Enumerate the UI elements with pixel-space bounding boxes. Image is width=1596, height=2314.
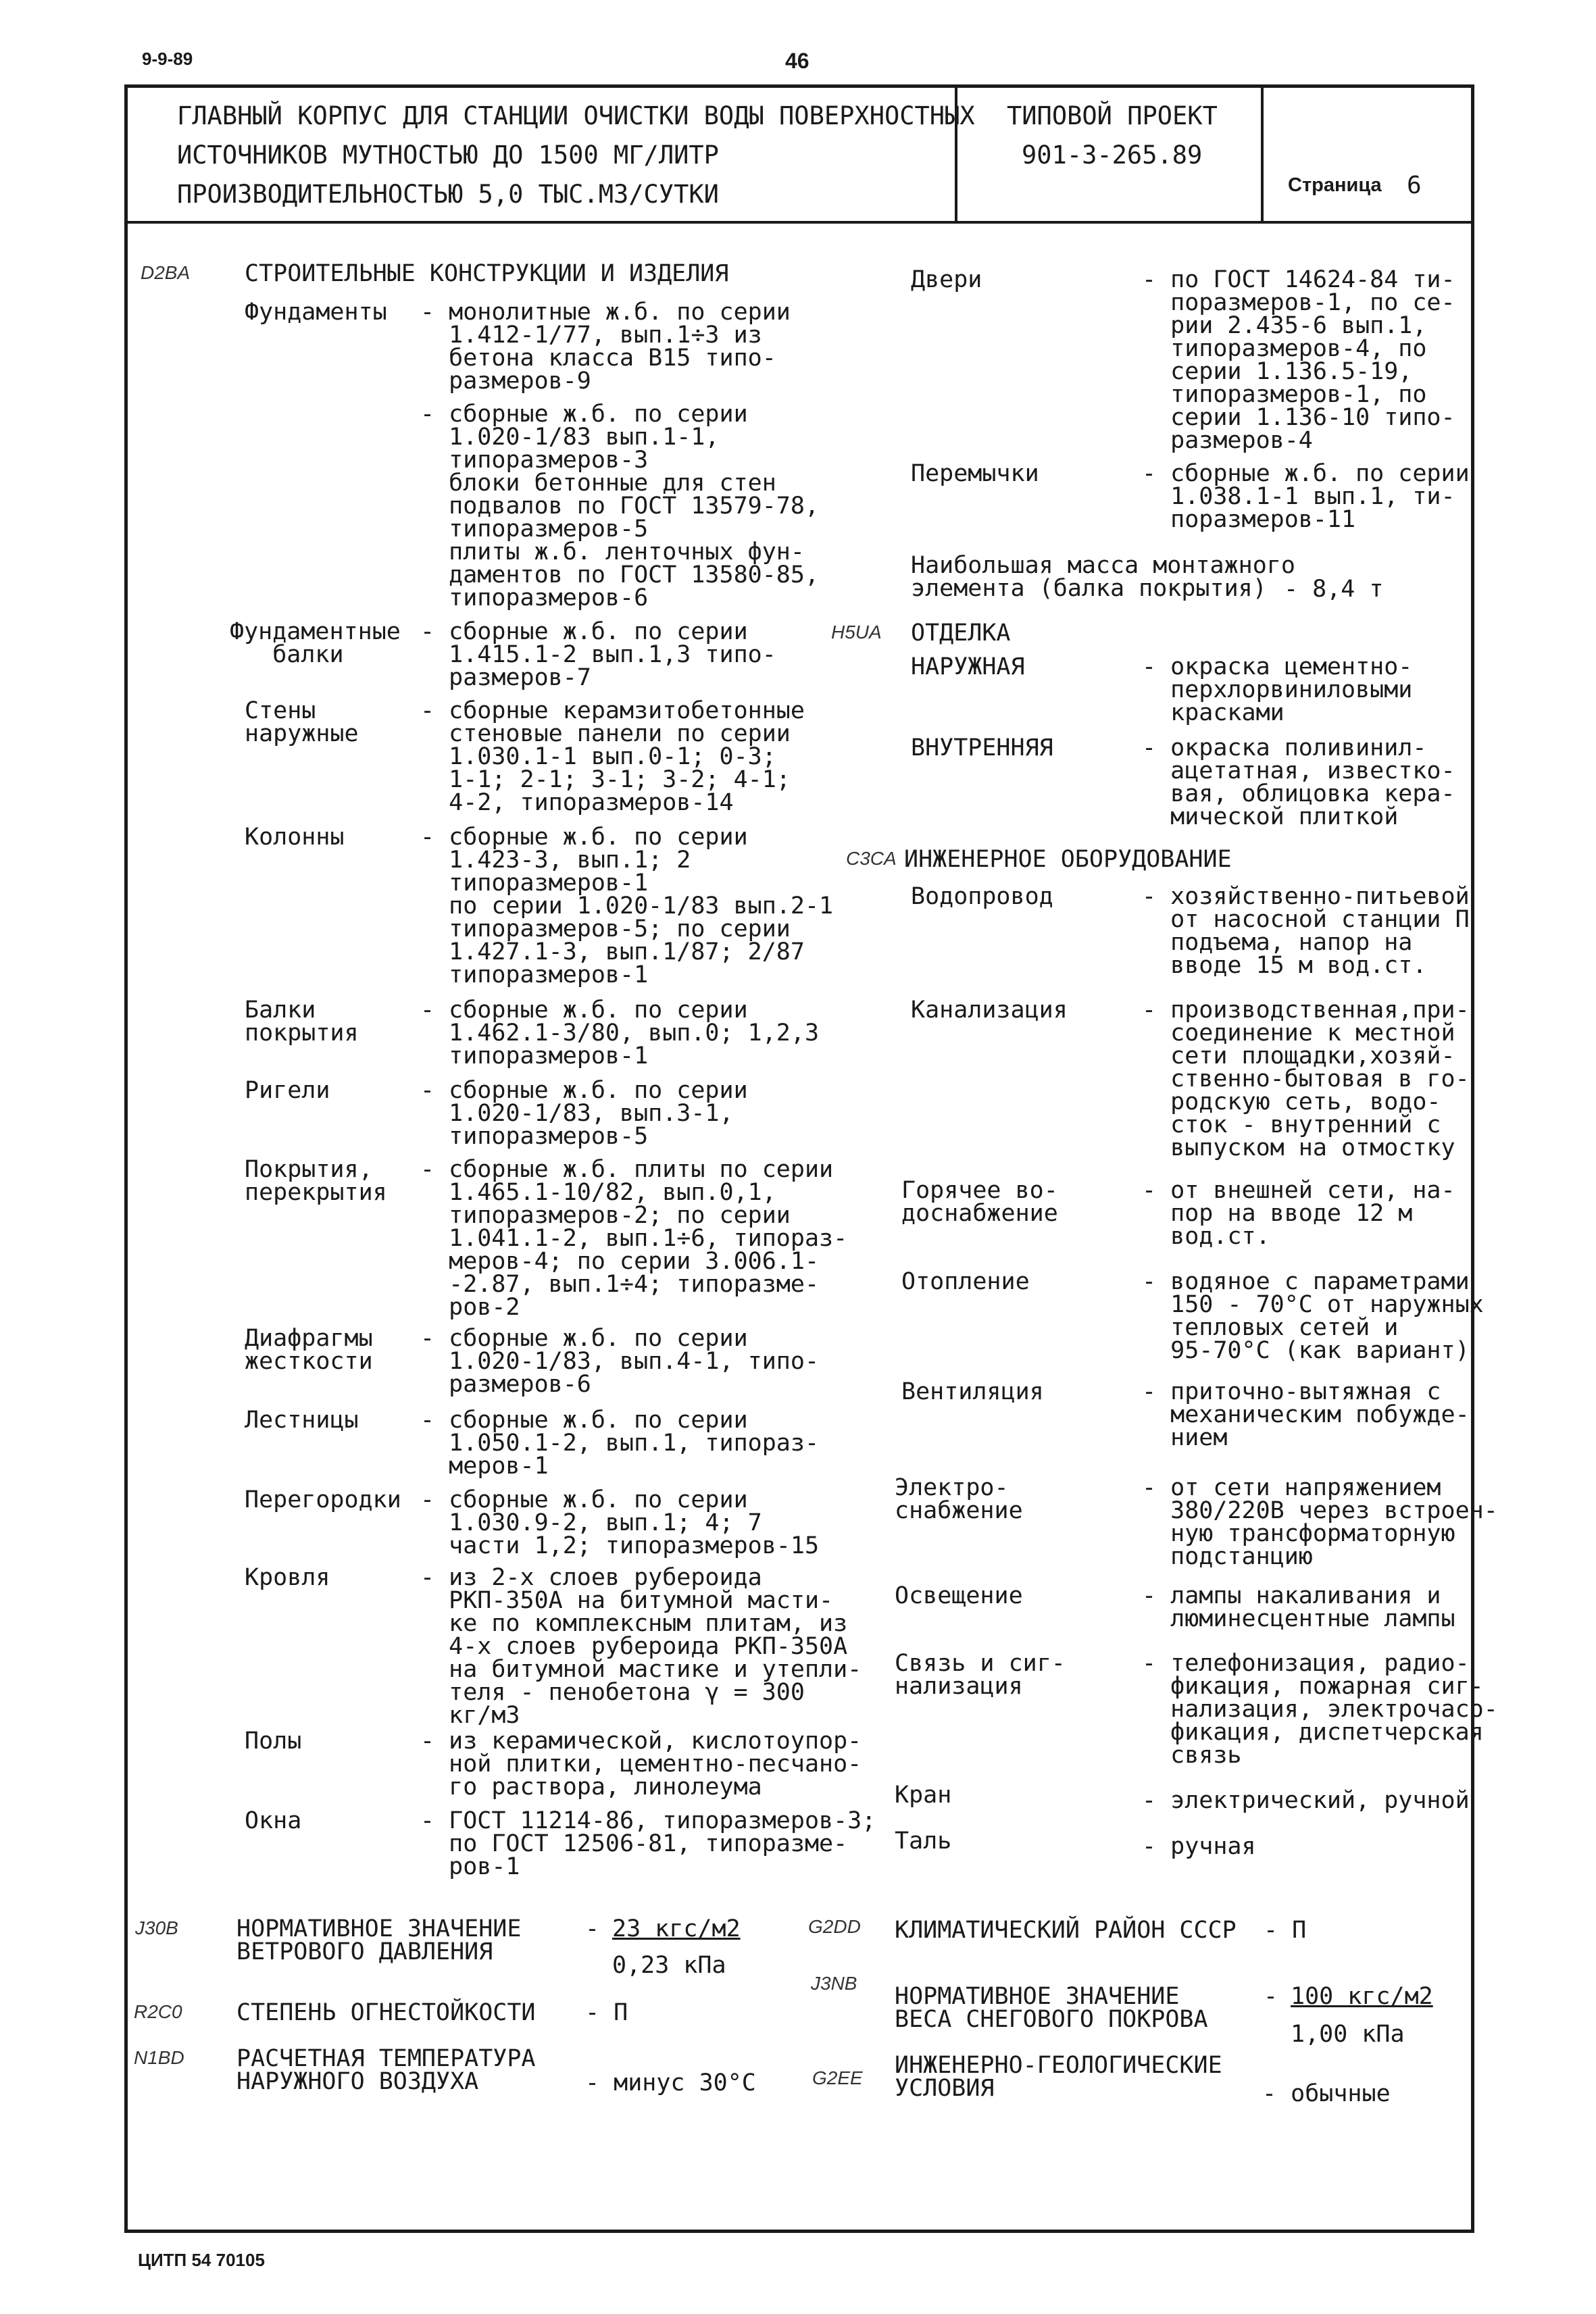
geo-label: ИНЖЕНЕРНО-ГЕОЛОГИЧЕСКИЕ УСЛОВИЯ bbox=[895, 2052, 1222, 2102]
item-label: Ригели bbox=[245, 1077, 330, 1104]
item-label: Отопление bbox=[901, 1268, 1030, 1295]
temp-code: N1BD bbox=[134, 2047, 184, 2068]
geo-code: G2EE bbox=[812, 2067, 863, 2088]
item-label: Перемычки bbox=[911, 460, 1039, 487]
item-text: - приточно-вытяжная с механическим побужде- нием bbox=[1142, 1378, 1470, 1451]
fire-code: R2C0 bbox=[134, 2001, 182, 2022]
item-text: - водяное с параметрами 150 - 70°С от наружных тепловых сетей и 95-70°С (как вариант) bbox=[1142, 1268, 1484, 1364]
snow-value-1: 100 кгс/м2 bbox=[1291, 1983, 1433, 2010]
max-mass-text: Наибольшая масса монтажного элемента (балка покрытия) bbox=[911, 552, 1295, 602]
item-label: Горячее во- доснабжение bbox=[901, 1177, 1058, 1227]
item-label: Диафрагмы жесткости bbox=[245, 1325, 373, 1375]
item-text: - сборные ж.б. плиты по серии 1.465.1-10/82, вып.0,1, типоразмеров-2; по серии 1.041.1-2, вып.1÷6, типораз- меров-4; по серии 3.006.1- -2.87, вып.1÷4; типоразме- ров-2 bbox=[420, 1156, 848, 1321]
title-line-3: ПРОИЗВОДИТЕЛЬНОСТЬЮ 5,0 ТЫС.М3/СУТКИ bbox=[177, 180, 719, 209]
item-label: Стены наружные bbox=[245, 697, 359, 747]
item-text: - сборные ж.б. по серии 1.050.1-2, вып.1, типораз- меров-1 bbox=[420, 1407, 820, 1480]
wind-code: J30B bbox=[135, 1917, 178, 1938]
item-label: Кран bbox=[895, 1782, 952, 1809]
header-vdivider-2 bbox=[1261, 84, 1264, 222]
item-text: - из керамической, кислотоупор- ной плитки, цементно-песчано- го раствора, линолеума bbox=[420, 1728, 862, 1801]
item-label: Канализация bbox=[911, 997, 1068, 1024]
item-text: - сборные ж.б. по серии 1.462.1-3/80, вып.0; 1,2,3 типоразмеров-1 bbox=[420, 997, 820, 1070]
item-label: Лестницы bbox=[245, 1407, 359, 1434]
item-text: - электрический, ручной bbox=[1142, 1787, 1470, 1814]
item-label: Водопровод bbox=[911, 883, 1053, 910]
snow-label: НОРМАТИВНОЕ ЗНАЧЕНИЕ ВЕСА СНЕГОВОГО ПОКРОВА bbox=[895, 1983, 1208, 2033]
item-text: - сборные керамзитобетонные стеновые панели по серии 1.030.1-1 вып.0-1; 0-3; 1-1; 2-1; 3-1; 3-2; 4-1; 4-2, типоразмеров-14 bbox=[420, 697, 805, 816]
footer-stamp: ЦИТП 54 70105 bbox=[138, 2250, 265, 2270]
item-label: Связь и сиг- нализация bbox=[895, 1650, 1066, 1700]
page-date: 9-9-89 bbox=[142, 49, 193, 69]
item-text: - сборные ж.б. по серии 1.020-1/83, вып.3-1, типоразмеров-5 bbox=[420, 1077, 748, 1150]
fire-value: - П bbox=[585, 1999, 628, 2026]
item-text: - от внешней сети, на- пор на вводе 12 м вод.ст. bbox=[1142, 1177, 1455, 1250]
page-value: 6 bbox=[1407, 172, 1422, 199]
item-text: - из 2-х слоев рубероида РКП-350А на битумной масти- ке по комплексным плитам, из 4-х слоев рубероида РКП-350А на битумной мастике и утепли- теля - пенобетона γ = 300 кг/м3 bbox=[420, 1564, 862, 1729]
finish-title: ОТДЕЛКА bbox=[911, 620, 1011, 647]
item-label: Таль bbox=[895, 1828, 952, 1855]
header-divider bbox=[124, 221, 1474, 224]
climate-label: КЛИМАТИЧЕСКИЙ РАЙОН СССР bbox=[895, 1917, 1237, 1944]
item-label: Электро- снабжение bbox=[895, 1474, 1023, 1524]
temp-label: РАСЧЕТНАЯ ТЕМПЕРАТУРА НАРУЖНОГО ВОЗДУХА bbox=[236, 2045, 536, 2095]
wind-label: НОРМАТИВНОЕ ЗНАЧЕНИЕ ВЕТРОВОГО ДАВЛЕНИЯ bbox=[236, 1915, 522, 1965]
item-label: Кровля bbox=[245, 1564, 330, 1591]
title-line-2: ИСТОЧНИКОВ МУТНОСТЬЮ ДО 1500 МГ/ЛИТР bbox=[177, 141, 719, 170]
item-label: Фундаментные балки bbox=[230, 618, 401, 668]
item-text: - ГОСТ 11214-86, типоразмеров-3; по ГОСТ 12506-81, типоразме- ров-1 bbox=[420, 1807, 876, 1880]
item-text: - производственная,при- соединение к местной сети площадки,хозяй- ственно-бытовая в го- родскую сеть, водо- сток - внутренний с выпуском на отмостку bbox=[1142, 997, 1470, 1161]
item-label: Колонны bbox=[245, 824, 345, 851]
item-text: - сборные ж.б. по серии 1.038.1-1 вып.1, ти- поразмеров-11 bbox=[1142, 460, 1470, 533]
item-text: - хозяйственно-питьевой от насосной станции П подъема, напор на вводе 15 м вод.ст. bbox=[1142, 883, 1470, 979]
geo-value: - обычные bbox=[1262, 2080, 1391, 2107]
temp-value: - минус 30°С bbox=[585, 2069, 756, 2096]
section-code: D2BA bbox=[141, 262, 191, 283]
item-text: - окраска цементно- перхлорвиниловыми красками bbox=[1142, 653, 1413, 726]
item-label: Балки покрытия bbox=[245, 997, 359, 1047]
project-number: 901-3-265.89 bbox=[1022, 141, 1203, 170]
item-label: Двери bbox=[911, 266, 982, 293]
item-label: ВНУТРЕННЯЯ bbox=[911, 734, 1053, 761]
snow-dash: - bbox=[1264, 1983, 1278, 2010]
item-label: Полы bbox=[245, 1728, 302, 1755]
item-text: - сборные ж.б. по серии 1.020-1/83, вып.4-1, типо- размеров-6 bbox=[420, 1325, 820, 1398]
snow-code: J3NB bbox=[811, 1973, 857, 1994]
item-label: Окна bbox=[245, 1807, 302, 1834]
item-text: - от сети напряжением 380/220В через встроен- ную трансформаторную подстанцию bbox=[1142, 1474, 1498, 1570]
item-text: - сборные ж.б. по серии 1.415.1-2 вып.1,3 типо- размеров-7 bbox=[420, 618, 776, 691]
climate-value: - П bbox=[1264, 1917, 1307, 1944]
fire-label: СТЕПЕНЬ ОГНЕСТОЙКОСТИ bbox=[236, 1999, 536, 2026]
item-text: - по ГОСТ 14624-84 ти- поразмеров-1, по се- рии 2.435-6 вып.1, типоразмеров-4, по серии 1.136.5-19, типоразмеров-1, по серии 1.136-10 типо- размеров-4 bbox=[1142, 266, 1455, 454]
item-text: - окраска поливинил- ацетатная, известко- вая, облицовка кера- мической плиткой bbox=[1142, 734, 1455, 830]
climate-code: G2DD bbox=[808, 1916, 861, 1937]
item-label: Освещение bbox=[895, 1582, 1023, 1609]
snow-value-2: 1,00 кПа bbox=[1291, 2021, 1405, 2048]
item-text: - телефонизация, радио- фикация, пожарная сиг- нализация, электрочасо- фикация, диспетчерская связь bbox=[1142, 1650, 1498, 1769]
item-text: - монолитные ж.б. по серии 1.412-1/77, вып.1÷3 из бетона класса В15 типо- размеров-9 bbox=[420, 299, 791, 395]
finish-code: H5UA bbox=[831, 622, 882, 643]
wind-value-2: 0,23 кПа bbox=[612, 1952, 726, 1979]
item-label: НАРУЖНАЯ bbox=[911, 653, 1025, 680]
item-text: - ручная bbox=[1142, 1833, 1256, 1860]
item-text: - сборные ж.б. по серии 1.423-3, вып.1; 2 типоразмеров-1 по серии 1.020-1/83 вып.2-1 типоразмеров-5; по серии 1.427.1-3, вып.1/87; 2/87 типоразмеров-1 bbox=[420, 824, 834, 988]
wind-dash: - bbox=[585, 1915, 600, 1942]
item-label: Фундаменты bbox=[245, 299, 387, 326]
item-text: - сборные ж.б. по серии 1.020-1/83 вып.1-1, типоразмеров-3 блоки бетонные для стен подвалов по ГОСТ 13579-78, типоразмеров-5 плиты ж.б. ленточных фун- даментов по ГОСТ 13580-85, типоразмеров-6 bbox=[420, 401, 820, 611]
item-text: - лампы накаливания и люминесцентные лампы bbox=[1142, 1582, 1455, 1632]
item-label: Покрытия, перекрытия bbox=[245, 1156, 387, 1206]
item-label: Перегородки bbox=[245, 1486, 401, 1513]
page-number: 46 bbox=[785, 49, 809, 73]
item-label: Вентиляция bbox=[901, 1378, 1044, 1405]
item-text: - сборные ж.б. по серии 1.030.9-2, вып.1; 4; 7 части 1,2; типоразмеров-15 bbox=[420, 1486, 820, 1559]
eng-code: C3CA bbox=[846, 848, 897, 869]
page-label: Страница bbox=[1288, 174, 1382, 196]
wind-value-1: 23 кгс/м2 bbox=[612, 1915, 741, 1942]
title-line-1: ГЛАВНЫЙ КОРПУС ДЛЯ СТАНЦИИ ОЧИСТКИ ВОДЫ ПОВЕРХНОСТНЫХ bbox=[177, 101, 975, 130]
project-label: ТИПОВОЙ ПРОЕКТ bbox=[1007, 101, 1218, 130]
max-mass-value: - 8,4 т bbox=[1284, 576, 1384, 603]
eng-title: ИНЖЕНЕРНОЕ ОБОРУДОВАНИЕ bbox=[904, 846, 1232, 873]
section-title: СТРОИТЕЛЬНЫЕ КОНСТРУКЦИИ И ИЗДЕЛИЯ bbox=[245, 260, 729, 287]
